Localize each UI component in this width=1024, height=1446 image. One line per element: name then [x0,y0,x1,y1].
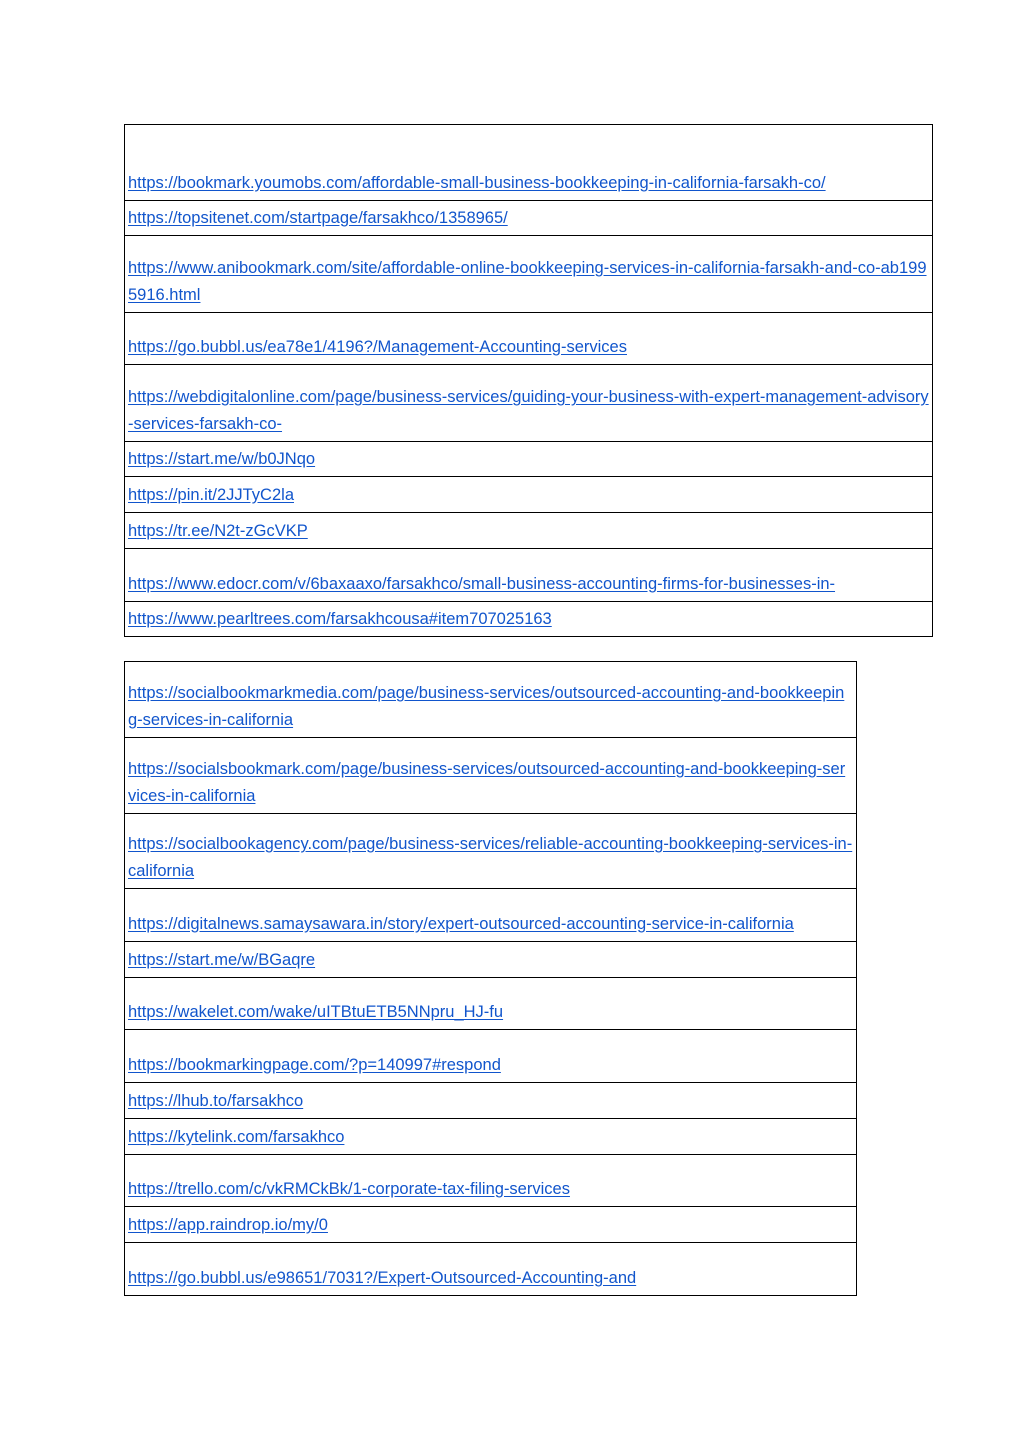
link[interactable]: https://socialsbookmark.com/page/business-services/outsourced-accounting-and-bookkeeping-services-in-california [128,760,846,805]
table-cell [125,313,933,365]
link[interactable]: https://go.bubbl.us/e98651/7031?/Expert-Outsourced-Accounting-and [128,1268,637,1287]
table-cell [125,1155,857,1207]
links-table-1 [124,124,933,637]
link[interactable]: https://kytelink.com/farsakhco [128,1127,345,1146]
table-cell [125,477,933,513]
link[interactable]: https://socialbookagency.com/page/business-services/reliable-accounting-bookkeeping-services-in-california [128,835,853,880]
table-cell [125,942,857,978]
table-cell [125,442,933,477]
table-row [125,549,933,602]
table-cell [125,814,857,889]
link[interactable]: https://trello.com/c/vkRMCkBk/1-corporate-tax-filing-services [128,1179,570,1198]
table-cell [125,1243,857,1296]
table-row [125,365,933,442]
link[interactable]: https://www.edocr.com/v/6baxaaxo/farsakhco/small-business-accounting-firms-for-businesses-in- [128,574,836,593]
table-cell [125,1207,857,1243]
table-row [125,978,857,1030]
table-row [125,662,857,738]
table-cell [125,513,933,549]
link[interactable]: https://digitalnews.samaysawara.in/story/expert-outsourced-accounting-service-in-california [128,914,794,933]
table-cell [125,602,933,637]
link[interactable]: https://start.me/w/b0JNqo [128,449,316,468]
table-row [125,942,857,978]
link[interactable]: https://lhub.to/farsakhco [128,1091,304,1110]
table-cell [125,978,857,1030]
table-row [125,442,933,477]
link[interactable]: https://bookmarkingpage.com/?p=140997#respond [128,1055,501,1074]
table-row [125,1207,857,1243]
table-row [125,738,857,814]
table-cell [125,201,933,236]
table-row [125,236,933,313]
link[interactable]: https://socialbookmarkmedia.com/page/business-services/outsourced-accounting-and-bookkeeping-services-in-california [128,684,845,729]
link[interactable]: https://wakelet.com/wake/uITBtuETB5NNpru_HJ-fu [128,1002,504,1021]
link[interactable]: https://tr.ee/N2t-zGcVKP [128,521,308,540]
link[interactable]: https://webdigitalonline.com/page/business-services/guiding-your-business-with-expert-management-advisory-services-farsakh-co- [128,388,929,433]
table-row [125,1083,857,1119]
table-row [125,1243,857,1296]
table-cell [125,125,933,201]
table-cell [125,1030,857,1083]
link[interactable]: https://app.raindrop.io/my/0 [128,1215,328,1234]
table-row [125,889,857,942]
table-row [125,1155,857,1207]
table-row [125,602,933,637]
table-row [125,814,857,889]
table-cell [125,1119,857,1155]
link[interactable]: https://pin.it/2JJTyC2la [128,485,294,504]
table-cell [125,549,933,602]
table-cell [125,236,933,313]
table-row [125,1119,857,1155]
links-table-2 [124,661,857,1296]
link[interactable]: https://start.me/w/BGaqre [128,950,316,969]
link[interactable]: https://www.anibookmark.com/site/affordable-online-bookkeeping-services-in-california-farsakh-and-co-ab1995916.html [128,259,927,304]
table-cell [125,889,857,942]
table-row [125,313,933,365]
table-row [125,513,933,549]
table-cell [125,738,857,814]
table-cell [125,365,933,442]
table-cell [125,662,857,738]
link[interactable]: https://bookmark.youmobs.com/affordable-small-business-bookkeeping-in-california-farsakh-co/ [128,173,826,192]
table-row [125,125,933,201]
table-row [125,477,933,513]
link[interactable]: https://go.bubbl.us/ea78e1/4196?/Management-Accounting-services [128,337,627,356]
link[interactable]: https://topsitenet.com/startpage/farsakhco/1358965/ [128,208,508,227]
table-row [125,1030,857,1083]
link[interactable]: https://www.pearltrees.com/farsakhcousa#item707025163 [128,609,552,628]
table-cell [125,1083,857,1119]
table-row [125,201,933,236]
